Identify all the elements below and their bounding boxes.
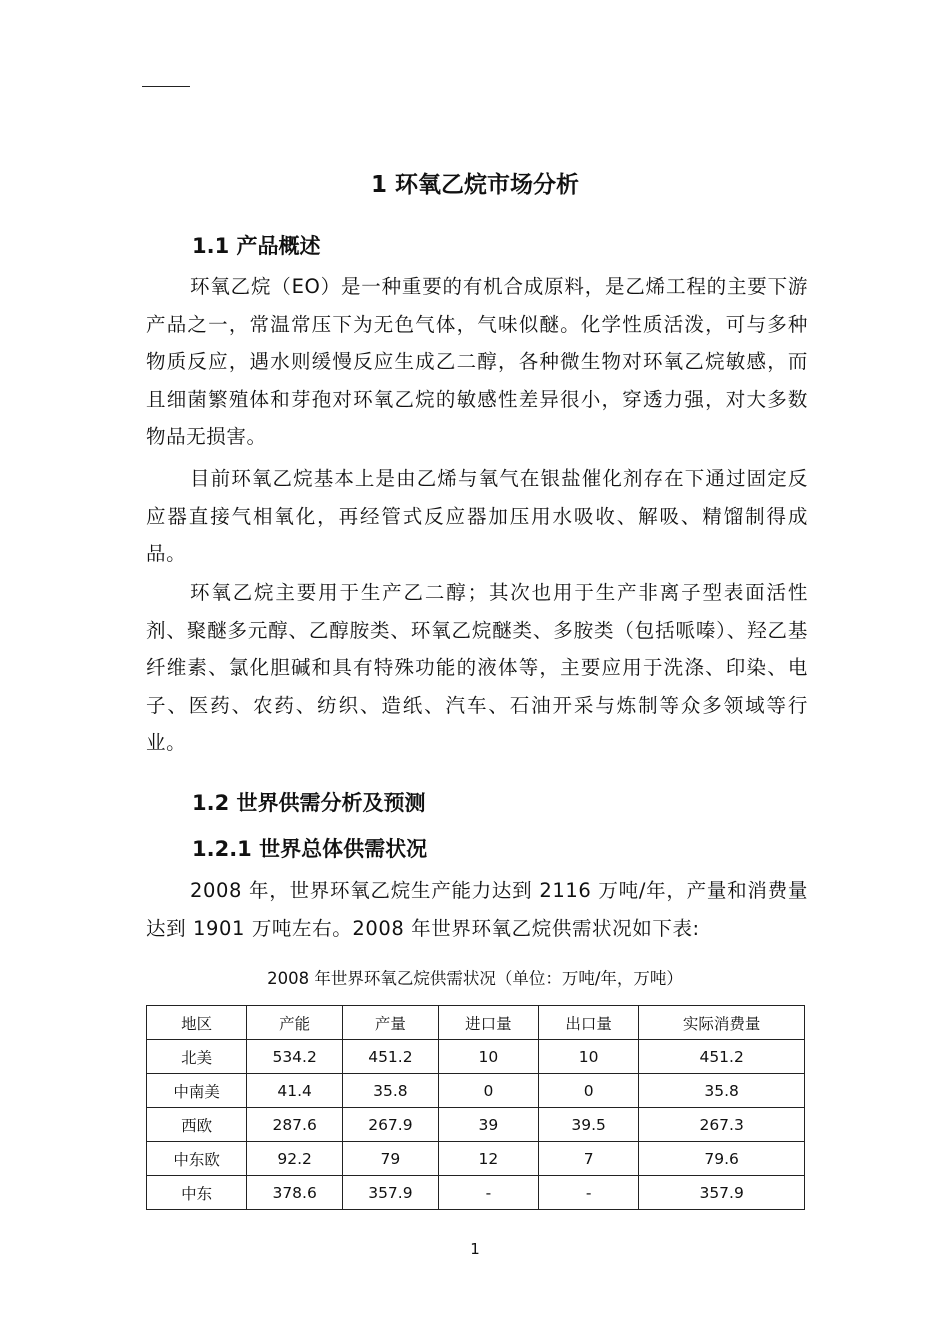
paragraph-production: 目前环氧乙烷基本上是由乙烯与氧气在银盐催化剂存在下通过固定反应器直接气相氧化，再经管式反应器加压用水吸收、解吸、精馏制得成品。	[146, 467, 808, 565]
table-header-cell: 出口量	[539, 1006, 639, 1040]
table-cell: 378.6	[247, 1176, 343, 1210]
header-rule	[142, 86, 190, 87]
table-cell: 41.4	[247, 1074, 343, 1108]
table-cell: 287.6	[247, 1108, 343, 1142]
paragraph-overview: 环氧乙烷（EO）是一种重要的有机合成原料，是乙烯工程的主要下游产品之一，常温常压下为无色气体，气味似醚。化学性质活泼，可与多种物质反应，遇水则缓慢反应生成乙二醇，各种微生物对环氧乙烷敏感，而且细菌繁殖体和芽孢对环氧乙烷的敏感性差异很小，穿透力强，对大多数物品无损害。	[146, 275, 808, 448]
table-cell: 35.8	[639, 1074, 805, 1108]
table-caption: 2008 年世界环氧乙烷供需状况（单位：万吨/年，万吨）	[267, 969, 683, 988]
table-header-cell: 产能	[247, 1006, 343, 1040]
table-cell: 中东欧	[147, 1142, 247, 1176]
table-header-row	[147, 1006, 805, 1040]
paragraph-applications: 环氧乙烷主要用于生产乙二醇；其次也用于生产非离子型表面活性剂、聚醚多元醇、乙醇胺类、环氧乙烷醚类、多胺类（包括哌嗪）、羟乙基纤维素、氯化胆碱和具有特殊功能的液体等，主要应用于洗涤、印染、电子、医药、农药、纺织、造纸、汽车、石油开采与炼制等众多领域等行业。	[146, 581, 808, 754]
table-row	[147, 1176, 805, 1210]
table-header-cell: 进口量	[438, 1006, 538, 1040]
section-heading-1-2: 1.2 世界供需分析及预测	[192, 791, 426, 815]
table-cell: 0	[539, 1074, 639, 1108]
table-cell: 39.5	[539, 1108, 639, 1142]
table-header-cell: 实际消费量	[639, 1006, 805, 1040]
table-cell: 79.6	[639, 1142, 805, 1176]
table-header-cell: 地区	[147, 1006, 247, 1040]
table-cell: 7	[539, 1142, 639, 1176]
table-row	[147, 1040, 805, 1074]
table-cell: 534.2	[247, 1040, 343, 1074]
table-row	[147, 1074, 805, 1108]
table-cell: 西欧	[147, 1108, 247, 1142]
supply-demand-table	[146, 1005, 805, 1210]
table-cell: 12	[438, 1142, 538, 1176]
table-cell: 357.9	[639, 1176, 805, 1210]
chapter-heading: 1 环氧乙烷市场分析	[370, 172, 579, 198]
table-cell: 357.9	[343, 1176, 439, 1210]
table-cell: 92.2	[247, 1142, 343, 1176]
table-cell: 10	[539, 1040, 639, 1074]
table-cell: 79	[343, 1142, 439, 1176]
table-header-cell: 产量	[343, 1006, 439, 1040]
table-cell: 中南美	[147, 1074, 247, 1108]
table-row	[147, 1142, 805, 1176]
page-number: 1	[470, 1240, 480, 1258]
table-row	[147, 1108, 805, 1142]
table-cell: 451.2	[639, 1040, 805, 1074]
table-cell: 10	[438, 1040, 538, 1074]
table-cell: 267.3	[639, 1108, 805, 1142]
section-heading-1-1: 1.1 产品概述	[192, 234, 321, 258]
table-cell: 267.9	[343, 1108, 439, 1142]
table-cell: 35.8	[343, 1074, 439, 1108]
table-cell: -	[438, 1176, 538, 1210]
paragraph-world-supply: 2008 年，世界环氧乙烷生产能力达到 2116 万吨/年，产量和消费量达到 1901 万吨左右。2008 年世界环氧乙烷供需状况如下表:	[146, 879, 808, 940]
table-cell: 451.2	[343, 1040, 439, 1074]
table-cell: -	[539, 1176, 639, 1210]
section-heading-1-2-1: 1.2.1 世界总体供需状况	[192, 837, 428, 861]
table-cell: 北美	[147, 1040, 247, 1074]
table-cell: 0	[438, 1074, 538, 1108]
table-cell: 39	[438, 1108, 538, 1142]
table-cell: 中东	[147, 1176, 247, 1210]
